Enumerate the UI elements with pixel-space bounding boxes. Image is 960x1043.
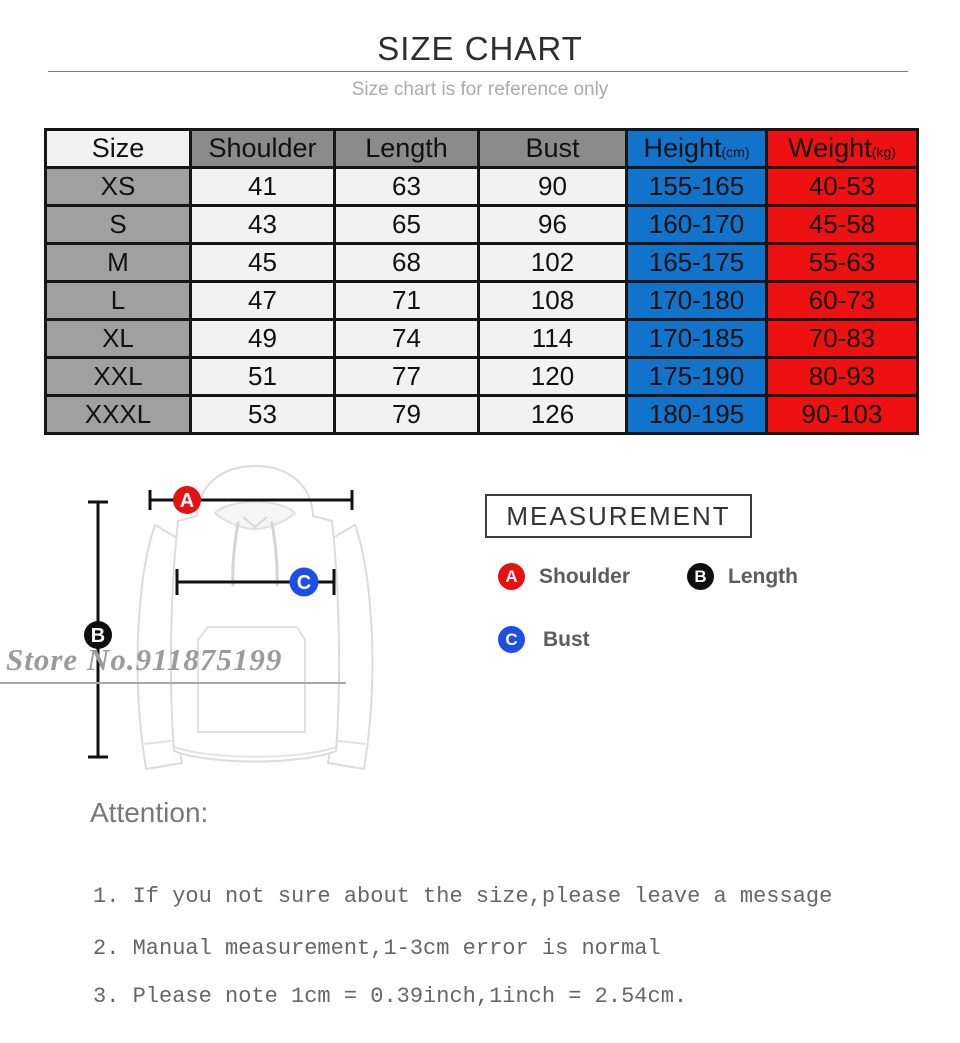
weight-cell: 40-53 xyxy=(767,168,918,206)
length-cell: 68 xyxy=(335,244,479,282)
col-header-weight: Weight(kg) xyxy=(767,130,918,168)
shoulder-cell: 49 xyxy=(191,320,335,358)
weight-cell: 80-93 xyxy=(767,358,918,396)
length-cell: 65 xyxy=(335,206,479,244)
legend-c-badge: C xyxy=(498,626,525,653)
height-cell: 170-185 xyxy=(627,320,767,358)
length-cell: 74 xyxy=(335,320,479,358)
measurement-box: MEASUREMENT xyxy=(485,494,752,538)
table-row xyxy=(46,168,918,206)
weight-cell: 90-103 xyxy=(767,396,918,434)
bust-cell: 90 xyxy=(479,168,627,206)
table-row xyxy=(46,396,918,434)
length-cell: 79 xyxy=(335,396,479,434)
weight-cell: 60-73 xyxy=(767,282,918,320)
legend-b-label: Length xyxy=(728,564,798,588)
weight-cell: 45-58 xyxy=(767,206,918,244)
legend-item-bust xyxy=(498,626,590,653)
bust-cell: 126 xyxy=(479,396,627,434)
col-header-size: Size xyxy=(46,130,191,168)
height-cell: 180-195 xyxy=(627,396,767,434)
attention-note: 3. Please note 1cm = 0.39inch,1inch = 2.54cm. xyxy=(93,984,688,1009)
table-row xyxy=(46,320,918,358)
hoodie-measurement-figure xyxy=(60,455,480,790)
height-cell: 155-165 xyxy=(627,168,767,206)
shoulder-cell: 45 xyxy=(191,244,335,282)
marker-b-letter: B xyxy=(90,625,106,647)
table-row xyxy=(46,282,918,320)
weight-cell: 70-83 xyxy=(767,320,918,358)
marker-c-letter: C xyxy=(296,572,312,594)
legend-item-length xyxy=(687,563,798,590)
size-cell: XXL xyxy=(46,358,191,396)
bust-cell: 120 xyxy=(479,358,627,396)
page-subtitle: Size chart is for reference only xyxy=(351,79,609,100)
col-header-shoulder: Shoulder xyxy=(191,130,335,168)
shoulder-cell: 47 xyxy=(191,282,335,320)
table-header-row xyxy=(46,130,918,168)
length-cell: 71 xyxy=(335,282,479,320)
height-cell: 175-190 xyxy=(627,358,767,396)
legend-item-shoulder xyxy=(498,563,630,590)
legend-a-label: Shoulder xyxy=(539,564,631,588)
height-unit: (cm) xyxy=(721,144,750,160)
size-cell: M xyxy=(46,244,191,282)
bust-cell: 114 xyxy=(479,320,627,358)
shoulder-cell: 53 xyxy=(191,396,335,434)
marker-a-letter: A xyxy=(179,490,195,512)
attention-note: 2. Manual measurement,1-3cm error is normal xyxy=(93,936,661,961)
height-cell: 165-175 xyxy=(627,244,767,282)
length-cell: 63 xyxy=(335,168,479,206)
size-cell: S xyxy=(46,206,191,244)
table-row xyxy=(46,358,918,396)
attention-note: 1. If you not sure about the size,please leave a message xyxy=(93,884,833,909)
col-header-bust: Bust xyxy=(479,130,627,168)
shoulder-cell: 51 xyxy=(191,358,335,396)
shoulder-cell: 43 xyxy=(191,206,335,244)
bust-cell: 108 xyxy=(479,282,627,320)
legend-c-label: Bust xyxy=(543,627,590,651)
weight-unit: (kg) xyxy=(871,144,896,160)
page-title: SIZE CHART xyxy=(377,30,583,67)
attention-heading: Attention: xyxy=(90,797,209,828)
legend-b-badge: B xyxy=(687,563,714,590)
legend-a-badge: A xyxy=(498,563,525,590)
store-watermark: Store No.911875199 xyxy=(0,642,346,684)
table-row xyxy=(46,206,918,244)
table-row xyxy=(46,244,918,282)
title-divider xyxy=(48,71,908,72)
bust-cell: 96 xyxy=(479,206,627,244)
size-table xyxy=(44,128,919,435)
col-header-length: Length xyxy=(335,130,479,168)
bust-cell: 102 xyxy=(479,244,627,282)
size-cell: XS xyxy=(46,168,191,206)
height-cell: 160-170 xyxy=(627,206,767,244)
weight-cell: 55-63 xyxy=(767,244,918,282)
col-header-height: Height(cm) xyxy=(627,130,767,168)
height-cell: 170-180 xyxy=(627,282,767,320)
size-cell: L xyxy=(46,282,191,320)
size-cell: XXXL xyxy=(46,396,191,434)
shoulder-cell: 41 xyxy=(191,168,335,206)
size-cell: XL xyxy=(46,320,191,358)
length-cell: 77 xyxy=(335,358,479,396)
